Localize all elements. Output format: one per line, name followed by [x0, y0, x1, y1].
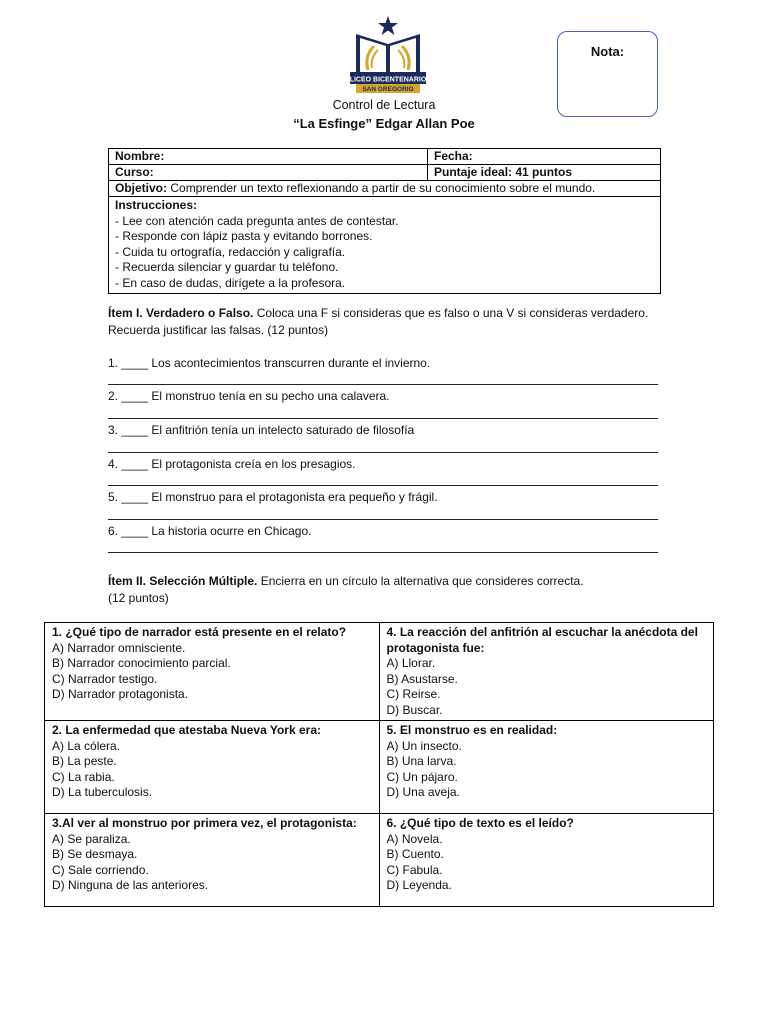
objective-text: Comprender un texto reflexionando a partir de su conocimiento sobre el mundo. [167, 181, 596, 195]
mc-option[interactable]: D) Una aveja. [386, 785, 460, 799]
mc-question-cell [45, 623, 380, 721]
mc-option[interactable]: D) La tuberculosis. [52, 785, 153, 799]
grade-label: Nota: [590, 44, 625, 59]
mc-question-cell [379, 623, 714, 721]
mc-question: 1. ¿Qué tipo de narrador está presente en el relato? [52, 625, 347, 639]
document-subtitle: “La Esfinge” Edgar Allan Poe [293, 116, 475, 131]
instruction-item: - Responde con lápiz pasta y evitando borrones. [115, 229, 373, 243]
item2-heading: Ítem II. Selección Múltiple. [108, 574, 258, 588]
school-subtitle: SAN GREGORIO [362, 86, 414, 93]
item1-text: Coloca una F si consideras que es falso o una V si consideras verdadero. Recuerda justificar las falsas. (12 puntos) [108, 306, 649, 337]
student-info-table [108, 148, 661, 294]
mc-option[interactable]: A) Un insecto. [386, 738, 462, 753]
school-logo [346, 14, 430, 100]
mc-option[interactable]: C) Narrador testigo. [52, 671, 158, 686]
tf-statement-2: 2. ____ El monstruo tenía en su pecho una calavera. [108, 389, 390, 403]
tf-statement-5: 5. ____ El monstruo para el protagonista era pequeño y frágil. [108, 490, 438, 504]
mc-option[interactable]: D) Buscar. [386, 702, 443, 717]
mc-question: 5. El monstruo es en realidad: [386, 723, 558, 737]
mc-option[interactable]: A) Novela. [386, 831, 443, 846]
mc-option[interactable]: A) Narrador omnisciente. [52, 640, 186, 655]
mc-option[interactable]: B) La peste. [52, 754, 117, 768]
answer-line-5[interactable] [108, 519, 658, 520]
instruction-item: - Cuida tu ortografía, redacción y caligrafía. [115, 244, 346, 259]
tf-statement-6: 6. ____ La historia ocurre en Chicago. [108, 524, 312, 538]
mc-option[interactable]: D) Narrador protagonista. [52, 687, 189, 701]
item2-instructions [108, 573, 668, 607]
mc-option[interactable]: B) Narrador conocimiento parcial. [52, 656, 231, 670]
tf-statement-1: 1. ____ Los acontecimientos transcurren durante el invierno. [108, 356, 431, 370]
objective-row [109, 181, 661, 197]
multiple-choice-table [44, 622, 714, 907]
mc-question-cell [45, 721, 380, 814]
star-icon [378, 16, 398, 35]
mc-option[interactable]: C) La rabia. [52, 769, 115, 784]
mc-question: 2. La enfermedad que atestaba Nueva York era: [52, 723, 321, 737]
answer-line-1[interactable] [108, 384, 658, 385]
instruction-item: - Lee con atención cada pregunta antes de contestar. [115, 213, 399, 228]
mc-option[interactable]: B) Cuento. [386, 847, 444, 861]
instructions-label: Instrucciones: [115, 198, 198, 212]
mc-question-cell [45, 814, 380, 907]
answer-line-6[interactable] [108, 552, 658, 553]
tf-statement-3: 3. ____ El anfitrión tenía un intelecto saturado de filosofía [108, 423, 415, 437]
mc-option[interactable]: B) Una larva. [386, 754, 457, 768]
instruction-item: - Recuerda silenciar y guardar tu teléfono. [115, 260, 339, 274]
ideal-score: Puntaje ideal: 41 puntos [428, 165, 661, 181]
mc-option[interactable]: A) Llorar. [386, 656, 436, 670]
item2-text: Encierra en un círculo la alternativa que consideres correcta. [257, 574, 584, 588]
school-name: LICEO BICENTENARIO [349, 76, 427, 84]
item1-instructions [108, 305, 668, 339]
answer-line-4[interactable] [108, 485, 658, 486]
mc-option[interactable]: B) Asustarse. [386, 671, 458, 686]
mc-question-cell [379, 814, 714, 907]
instruction-item: - En caso de dudas, dirígete a la profesora. [115, 275, 346, 290]
mc-option[interactable]: A) Se paraliza. [52, 831, 131, 846]
mc-option[interactable]: C) Reirse. [386, 687, 441, 701]
mc-option[interactable]: D) Ninguna de las anteriores. [52, 878, 209, 892]
item2-points: (12 puntos) [108, 591, 169, 605]
instructions-row [109, 197, 661, 294]
answer-line-2[interactable] [108, 418, 658, 419]
name-field[interactable]: Nombre: [109, 149, 428, 165]
mc-question: 4. La reacción del anfitrión al escuchar la anécdota del protagonista fue: [386, 625, 698, 655]
item1-heading: Ítem I. Verdadero o Falso. [108, 306, 254, 320]
mc-option[interactable]: D) Leyenda. [386, 878, 452, 892]
mc-question: 3.Al ver al monstruo por primera vez, el protagonista: [52, 816, 357, 830]
tf-statement-4: 4. ____ El protagonista creía en los presagios. [108, 457, 356, 471]
answer-line-3[interactable] [108, 452, 658, 453]
document-title: Control de Lectura [332, 98, 436, 112]
mc-option[interactable]: A) La cólera. [52, 738, 121, 753]
mc-option[interactable]: C) Sale corriendo. [52, 862, 149, 877]
date-field[interactable]: Fecha: [428, 149, 661, 165]
mc-option[interactable]: C) Un pájaro. [386, 769, 458, 784]
mc-question: 6. ¿Qué tipo de texto es el leído? [386, 816, 574, 830]
objective-label: Objetivo: [115, 181, 168, 195]
mc-question-cell [379, 721, 714, 814]
mc-option[interactable]: C) Fabula. [386, 862, 443, 877]
mc-option[interactable]: B) Se desmaya. [52, 847, 138, 861]
course-field[interactable]: Curso: [109, 165, 428, 181]
